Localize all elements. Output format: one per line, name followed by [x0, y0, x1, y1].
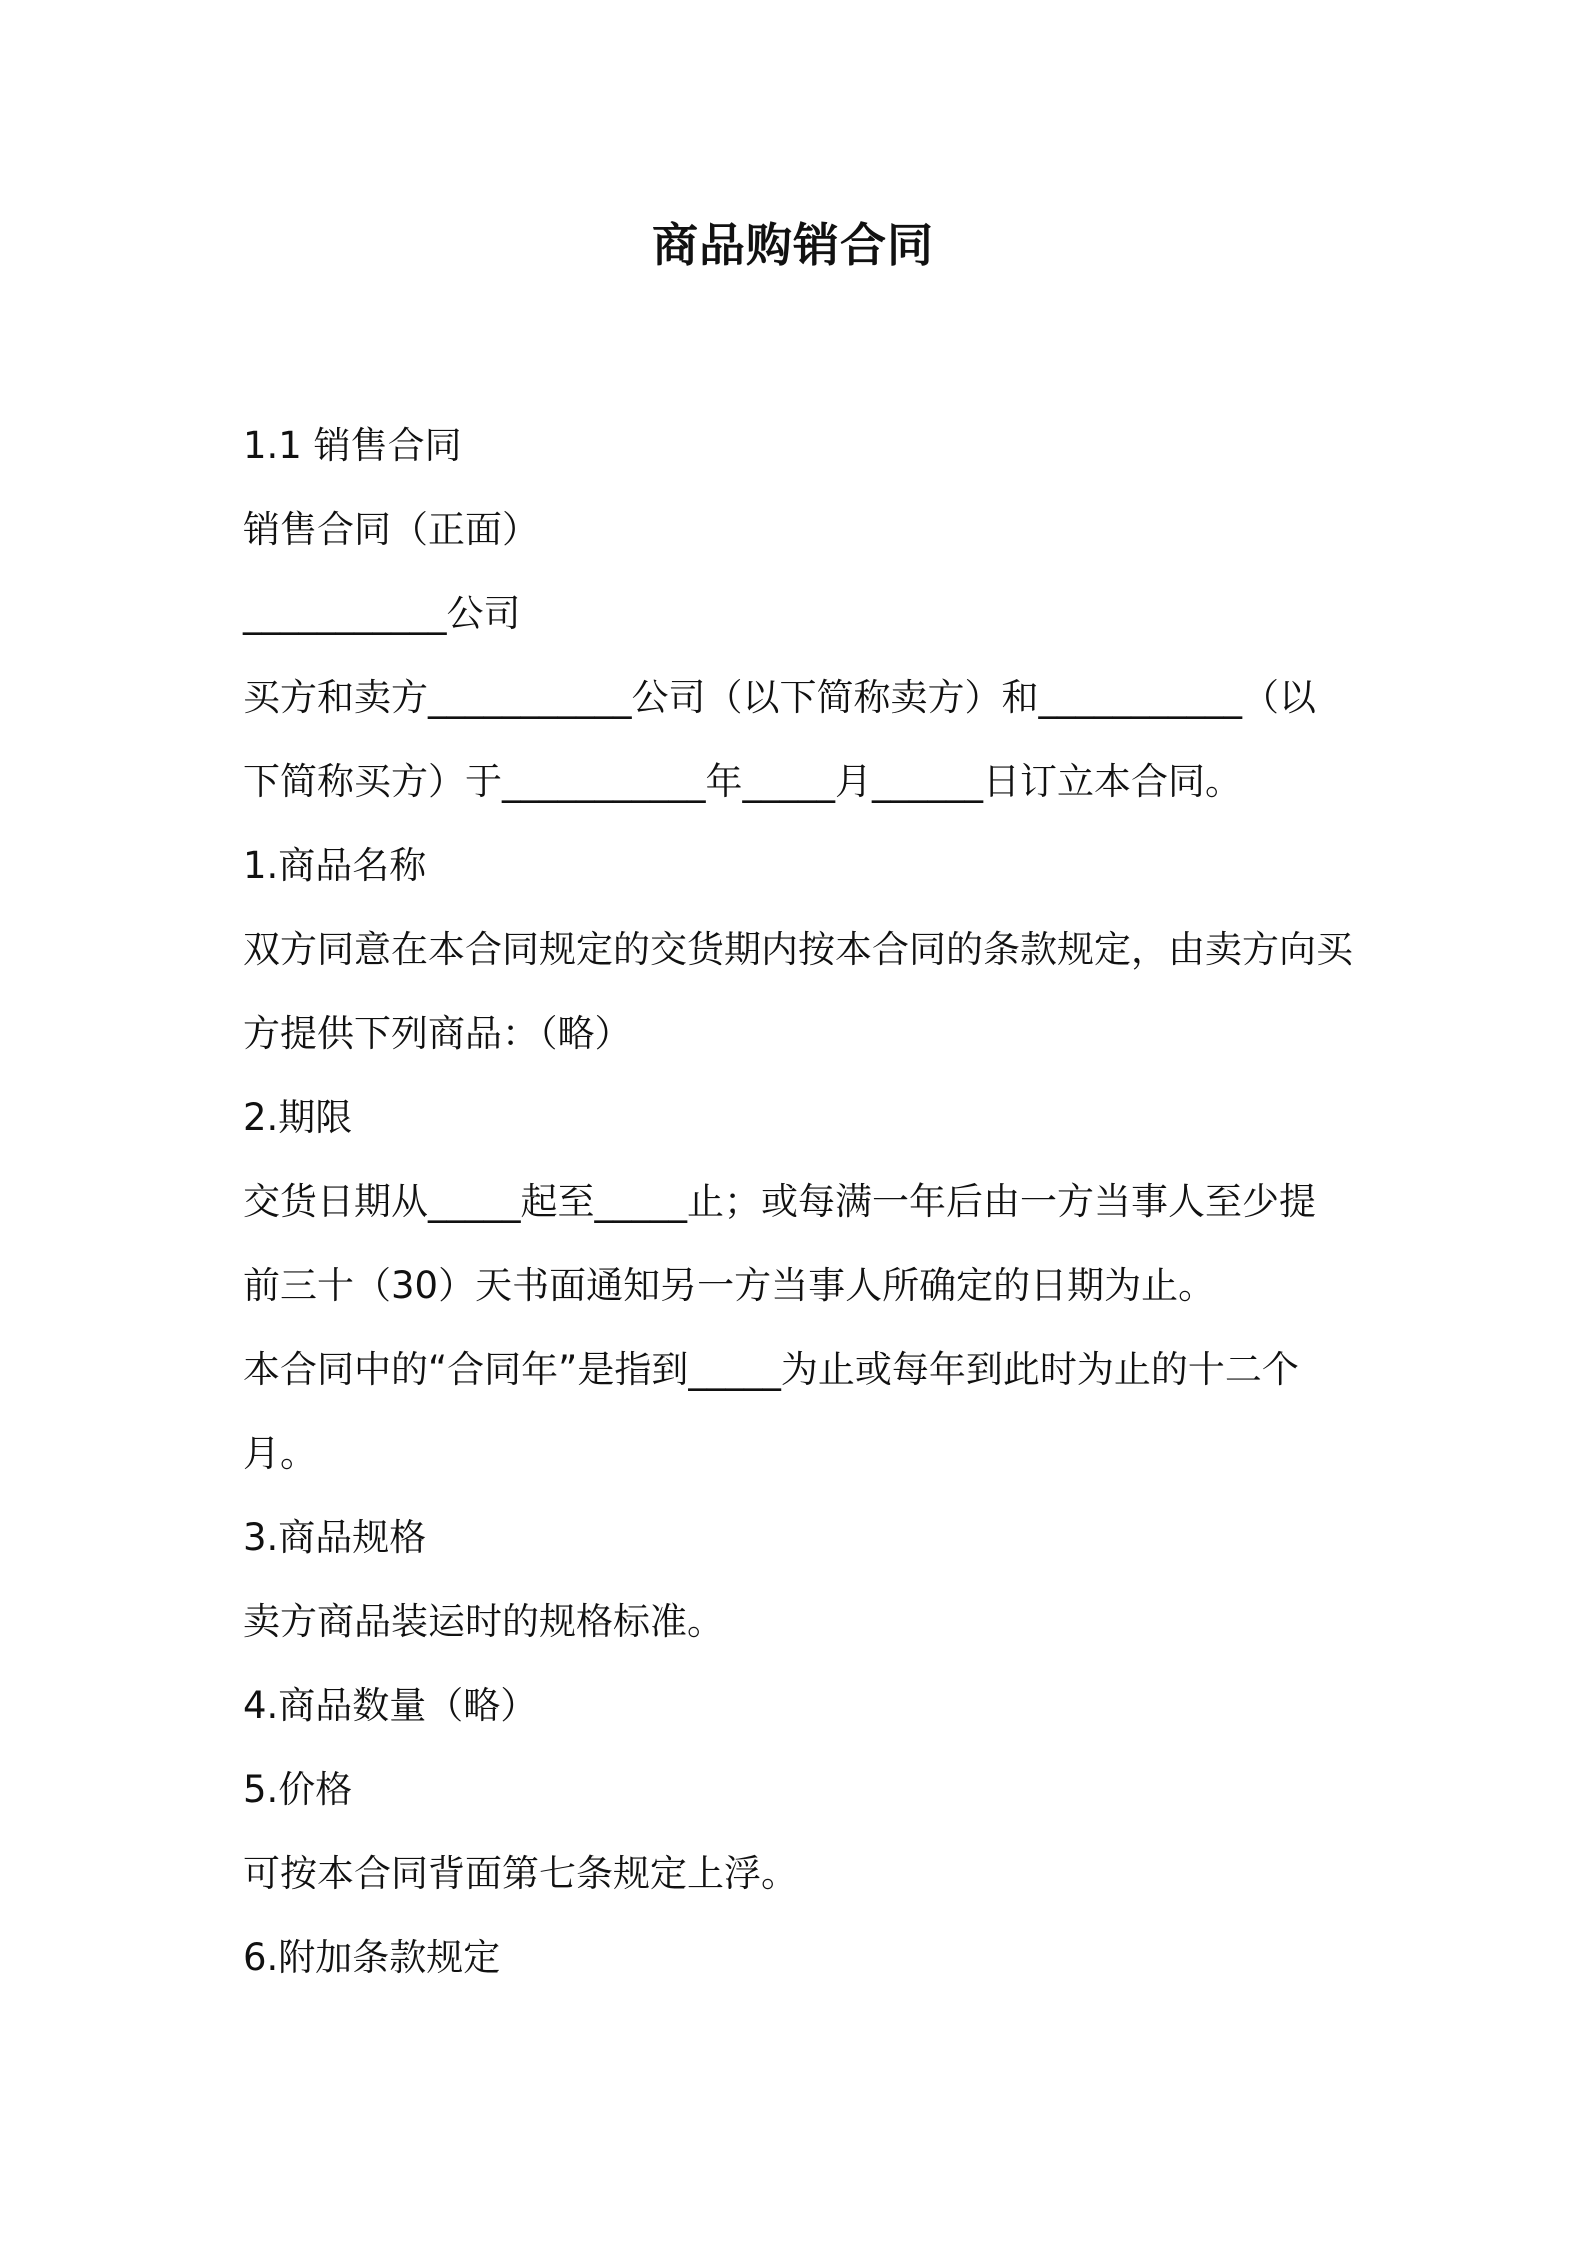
product-name-paragraph-line-1: 双方同意在本合同规定的交货期内按本合同的条款规定，由卖方向买	[243, 928, 1353, 971]
section-heading-term: 2.期限	[243, 1096, 353, 1139]
section-heading-specification: 3.商品规格	[243, 1516, 427, 1559]
company-blank-line: ___________公司	[243, 592, 521, 635]
parties-paragraph-line-1: 买方和卖方___________公司（以下简称卖方）和___________（以	[243, 676, 1316, 719]
section-heading-product-name: 1.商品名称	[243, 844, 427, 887]
term-paragraph-line-1: 交货日期从_____起至_____止；或每满一年后由一方当事人至少提	[243, 1180, 1316, 1223]
section-heading-quantity: 4.商品数量（略）	[243, 1684, 538, 1727]
section-heading-price: 5.价格	[243, 1768, 353, 1811]
document-title: 商品购销合同	[652, 218, 934, 272]
parties-paragraph-line-2: 下简称买方）于___________年_____月______日订立本合同。	[243, 760, 1242, 803]
document-body	[243, 404, 1363, 2000]
term-paragraph-line-2: 前三十（30）天书面通知另一方当事人所确定的日期为止。	[243, 1264, 1216, 1307]
price-paragraph: 可按本合同背面第七条规定上浮。	[243, 1852, 798, 1895]
section-heading-1-1: 1.1 销售合同	[243, 424, 462, 467]
contract-year-paragraph-line-1: 本合同中的“合同年”是指到_____为止或每年到此时为止的十二个	[243, 1348, 1299, 1391]
product-name-paragraph-line-2: 方提供下列商品：（略）	[243, 1012, 632, 1055]
contract-year-paragraph-line-2: 月。	[243, 1432, 317, 1475]
specification-paragraph: 卖方商品装运时的规格标准。	[243, 1600, 724, 1643]
contract-subtitle: 销售合同（正面）	[243, 508, 539, 551]
section-heading-additional-terms: 6.附加条款规定	[243, 1936, 501, 1979]
